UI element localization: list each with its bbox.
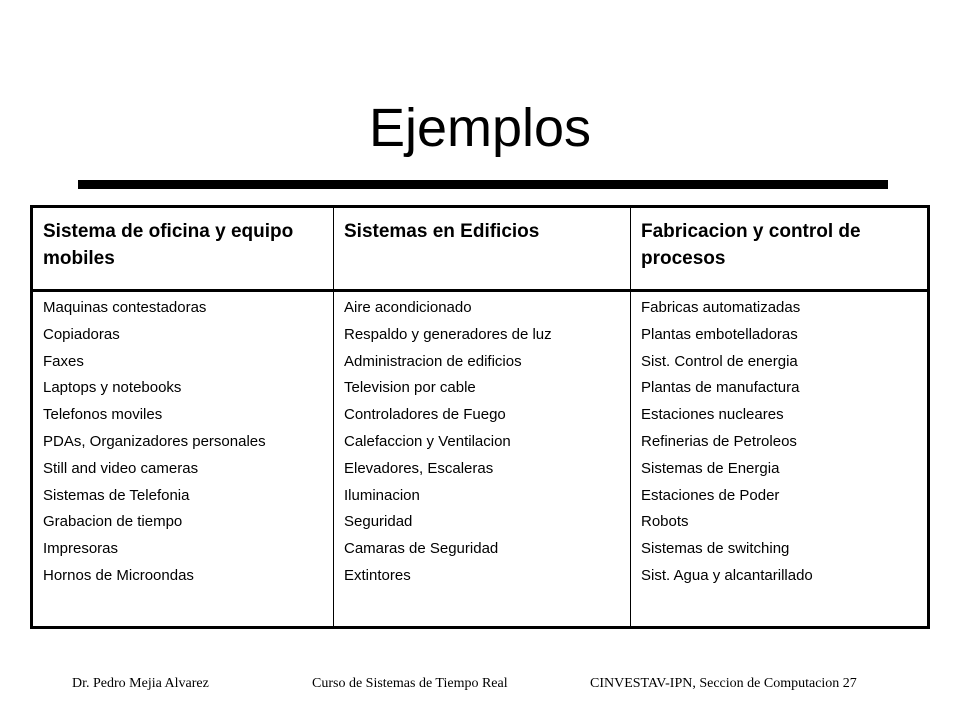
list-item: Television por cable	[344, 379, 476, 397]
list-item: Fabricas automatizadas	[641, 299, 801, 316]
title-underline	[78, 180, 888, 189]
list-item: Grabacion de tiempo	[43, 513, 183, 531]
examples-table	[30, 205, 930, 629]
list-item: Plantas embotelladoras	[641, 325, 798, 343]
list-item: Respaldo y generadores de luz	[344, 325, 552, 343]
column-list	[334, 292, 630, 590]
list-item: Laptops y notebooks	[43, 379, 182, 397]
list-item: Impresoras	[43, 540, 119, 558]
list-item: Camaras de Seguridad	[344, 540, 499, 558]
list-item: Aire acondicionado	[344, 299, 472, 316]
column-list	[631, 292, 927, 590]
list-item: Hornos de Microondas	[43, 566, 194, 584]
list-item: Telefonos moviles	[43, 406, 163, 424]
footer-institution-page: CINVESTAV-IPN, Seccion de Computacion 27	[590, 676, 857, 691]
footer-course: Curso de Sistemas de Tiempo Real	[312, 676, 508, 691]
column-list	[33, 292, 333, 590]
list-item: Iluminacion	[344, 486, 420, 504]
list-item: Elevadores, Escaleras	[344, 459, 494, 477]
list-item: Seguridad	[344, 513, 413, 531]
list-item: Controladores de Fuego	[344, 406, 506, 424]
list-item: Maquinas contestadoras	[43, 299, 207, 316]
list-item: Sistemas de Telefonia	[43, 486, 190, 504]
list-item: Refinerias de Petroleos	[641, 432, 797, 450]
list-item: Sist. Control de energia	[641, 352, 798, 370]
footer-author: Dr. Pedro Mejia Alvarez	[72, 676, 209, 691]
list-item: PDAs, Organizadores personales	[43, 432, 266, 450]
list-item: Extintores	[344, 566, 411, 584]
list-item: Sistemas de switching	[641, 540, 790, 558]
list-item: Copiadoras	[43, 325, 120, 343]
list-item: Faxes	[43, 352, 84, 370]
column-buildings	[333, 208, 630, 626]
list-item: Still and video cameras	[43, 459, 199, 477]
column-header: Sistemas en Edificios	[334, 208, 630, 292]
column-header: Sistema de oficina y equipo mobiles	[33, 208, 333, 292]
list-item: Estaciones nucleares	[641, 406, 784, 424]
column-office-mobile	[33, 208, 333, 626]
list-item: Administracion de edificios	[344, 352, 522, 370]
column-manufacturing	[630, 208, 927, 626]
list-item: Sist. Agua y alcantarillado	[641, 566, 813, 584]
list-item: Robots	[641, 513, 689, 531]
list-item: Plantas de manufactura	[641, 379, 800, 397]
column-header: Fabricacion y control de procesos	[631, 208, 927, 292]
slide-title: Ejemplos	[368, 98, 592, 158]
list-item: Calefaccion y Ventilacion	[344, 432, 511, 450]
list-item: Sistemas de Energia	[641, 459, 780, 477]
list-item: Estaciones de Poder	[641, 486, 780, 504]
